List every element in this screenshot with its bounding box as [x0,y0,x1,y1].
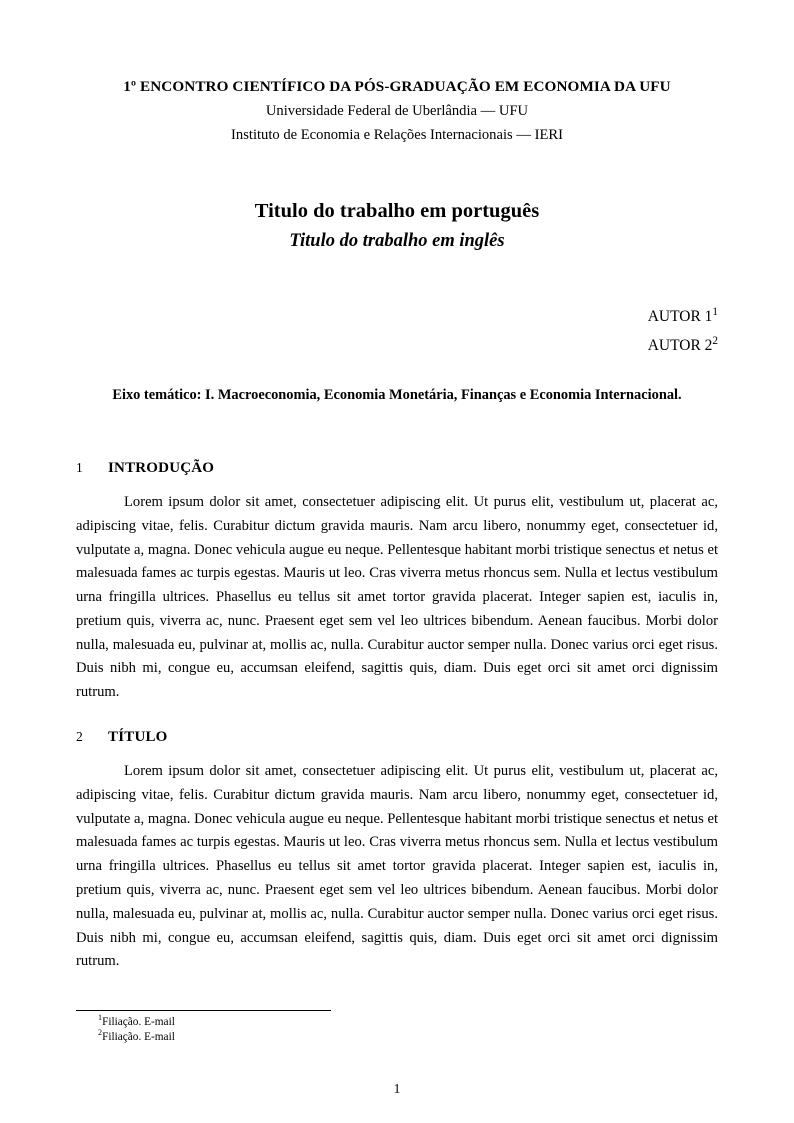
institute-name: Instituto de Economia e Relações Internacionais — IERI [231,127,563,143]
author-list [76,305,718,355]
section-titulo [76,729,718,974]
footnote-text: Filiação. E-mail [102,1015,175,1028]
author-name: AUTOR 1 [647,308,713,325]
paper-titles [76,200,718,252]
paper-title-en: Titulo do trabalho em inglês [289,231,505,251]
author-entry [76,305,718,326]
section-introducao [76,460,718,705]
section-title: INTRODUÇÃO [108,460,215,476]
section-paragraph: Lorem ipsum dolor sit amet, consectetuer adipiscing elit. Ut purus elit, vestibulum ut, placerat ac, adipiscing vitae, felis. Curabitur dictum gravida mauris. Nam arcu libero, nonummy eget, consectetuer id, vulputate a, magna. Donec vehicula augue eu neque. Pellentesque habitant morbi tristique senectus et netus et malesuada fames ac turpis egestas. Mauris ut leo. Cras viverra metus rhoncus sem. Nulla et lectus vestibulum urna fringilla ultrices. Phasellus eu tellus sit amet tortor gravida placerat. Integer sapien est, iaculis in, pretium quis, viverra ac, nunc. Praesent eget sem vel leo ultrices bibendum. Aenean faucibus. Morbi dolor nulla, malesuada eu, pulvinar at, mollis ac, nulla. Curabitur auctor semper nulla. Donec varius orci eget risus. Duis nibh mi, congue eu, accumsan eleifend, sagittis quis, diam. Duis eget orci sit amet orci dignissim rutrum. [76,494,718,701]
footnote-item [76,1012,496,1030]
author-footnote-marker: 2 [712,334,718,347]
section-title: TÍTULO [108,729,168,746]
footnote-item [76,1027,496,1045]
section-number: 1 [76,460,83,475]
paper-title-pt: Titulo do trabalho em português [254,200,540,222]
section-paragraph: Lorem ipsum dolor sit amet, consectetuer adipiscing elit. Ut purus elit, vestibulum ut, placerat ac, adipiscing vitae, felis. Curabitur dictum gravida mauris. Nam arcu libero, nonummy eget, consectetuer id, vulputate a, magna. Donec vehicula augue eu neque. Pellentesque habitant morbi tristique senectus et netus et malesuada fames ac turpis egestas. Mauris ut leo. Cras viverra metus rhoncus sem. Nulla et lectus vestibulum urna fringilla ultrices. Phasellus eu tellus sit amet tortor gravida placerat. Integer sapien est, iaculis in, pretium quis, viverra ac, nunc. Praesent eget sem vel leo ultrices bibendum. Aenean faucibus. Morbi dolor nulla, malesuada eu, pulvinar at, mollis ac, nulla. Curabitur auctor semper nulla. Donec varius orci eget risus. Duis nibh mi, congue eu, accumsan eleifend, sagittis quis, diam. Duis eget orci sit amet orci dignissim rutrum. [76,763,718,970]
footnote-marker: 1 [98,1012,103,1022]
thematic-axis: Eixo temático: I. Macroeconomia, Economia Monetária, Finanças e Economia Internacional. [112,387,682,403]
section-number: 2 [76,729,83,745]
section-heading [76,460,718,477]
footnote-separator-rule [76,1010,331,1011]
author-entry [76,334,718,355]
footnote-area [76,1010,496,1046]
footnote-text: Filiação. E-mail [102,1030,175,1043]
author-name: AUTOR 2 [647,337,713,354]
event-masthead [76,78,718,144]
university-name: Universidade Federal de Uberlândia — UFU [265,103,529,119]
author-footnote-marker: 1 [712,305,718,318]
footnote-marker: 2 [98,1027,103,1037]
section-heading [76,729,718,746]
event-title: 1º ENCONTRO CIENTÍFICO DA PÓS-GRADUAÇÃO EM ECONOMIA DA UFU [123,78,671,95]
page-number: 1 [393,1081,401,1096]
